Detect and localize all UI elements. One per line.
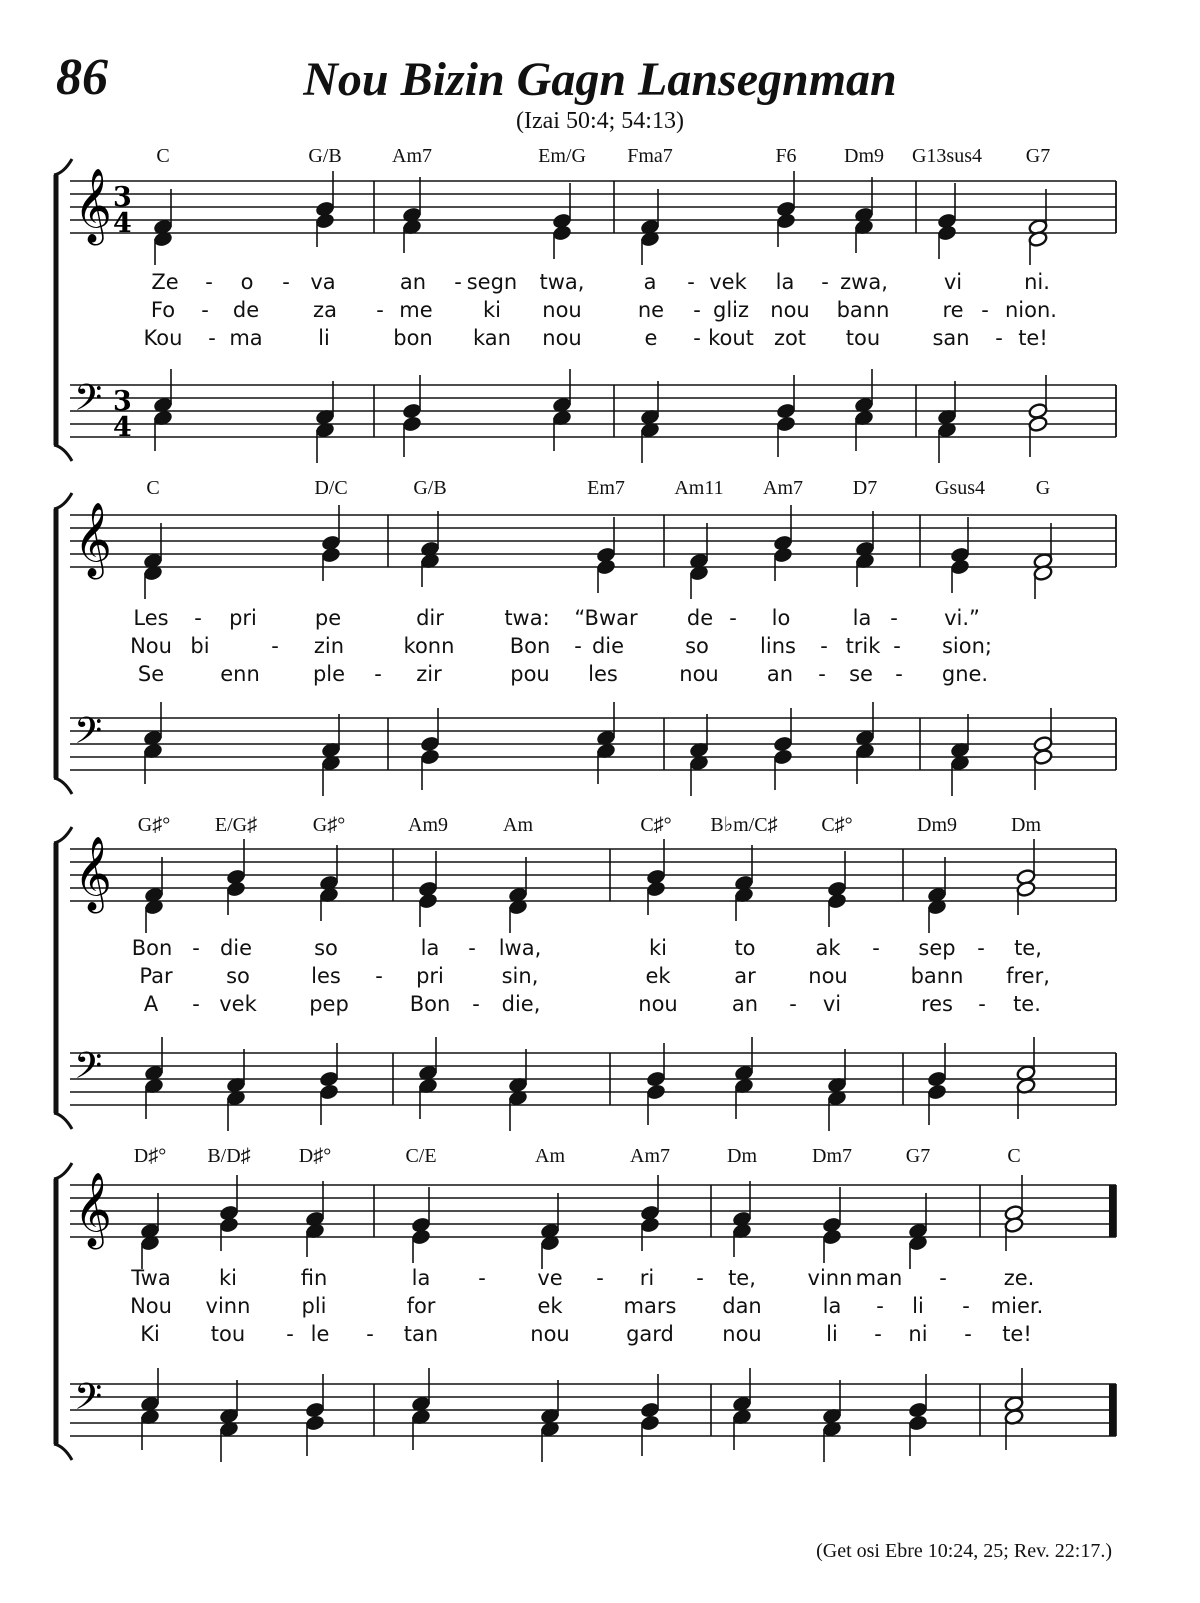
chord-symbol: Am	[535, 1145, 565, 1167]
lyric-syllable: ak	[815, 936, 841, 960]
lyric-syllable: ar	[734, 964, 756, 988]
lyric-hyphen: -	[995, 326, 1003, 350]
lyric-hyphen: -	[874, 1322, 882, 1346]
chord-symbol: Am7	[392, 145, 432, 167]
treble-clef-icon: 𝄞	[74, 503, 112, 577]
treble-note	[418, 892, 438, 909]
bass-note	[640, 1414, 660, 1431]
bass-note	[305, 1401, 325, 1418]
lyric-syllable: konn	[403, 634, 455, 658]
bass-clef-icon: 𝄢	[74, 377, 103, 428]
lyric-syllable: nion.	[1005, 298, 1057, 322]
lyric-syllable: pou	[510, 662, 550, 686]
time-signature-denominator: 4	[113, 412, 132, 443]
lyric-syllable: vinn	[807, 1266, 853, 1290]
lyric-hyphen: -	[286, 1322, 294, 1346]
lyric-hyphen: -	[201, 298, 209, 322]
lyric-syllable: bon	[393, 326, 433, 350]
treble-note	[411, 1228, 431, 1245]
lyric-syllable: gliz	[712, 298, 750, 322]
bracket-top-hook	[54, 1163, 72, 1179]
treble-note	[552, 224, 572, 241]
lyric-syllable: zwa,	[840, 270, 888, 294]
lyric-hyphen: -	[789, 992, 797, 1016]
lyric-syllable: te!	[1018, 326, 1048, 350]
lyric-syllable: so	[314, 936, 338, 960]
bracket-bottom-hook	[54, 1113, 72, 1129]
lyric-syllable: sin,	[501, 964, 539, 988]
bass-note	[927, 1070, 947, 1087]
bass-note	[773, 735, 793, 752]
lyric-syllable: nou	[542, 298, 582, 322]
chord-symbol: G7	[905, 1145, 931, 1167]
lyric-syllable: Bon	[131, 936, 173, 960]
chord-symbol: Em/G	[538, 145, 586, 167]
bass-note	[1028, 415, 1048, 432]
lyric-syllable: pri	[416, 964, 444, 988]
lyric-syllable: te!	[1002, 1322, 1032, 1346]
lyric-syllable: ze.	[1003, 1266, 1035, 1290]
lyric-syllable: frer,	[1006, 964, 1050, 988]
lyric-syllable: zir	[416, 662, 442, 686]
lyric-syllable: kout	[708, 326, 754, 350]
chord-symbol: C♯°	[640, 814, 672, 836]
lyric-hyphen: -	[574, 634, 582, 658]
lyric-syllable: twa:	[504, 606, 550, 630]
chord-symbol: G/B	[413, 477, 447, 499]
lyric-hyphen: -	[978, 992, 986, 1016]
lyric-syllable: fin	[300, 1266, 328, 1290]
chord-symbol: D/C	[314, 477, 348, 499]
chord-symbol: G7	[1025, 145, 1051, 167]
lyric-syllable: vi	[943, 270, 963, 294]
lyric-syllable: te,	[728, 1266, 756, 1290]
lyric-syllable: A	[143, 992, 159, 1016]
lyric-syllable: die,	[501, 992, 541, 1016]
chord-symbol: Em7	[587, 477, 625, 499]
lyric-syllable: Nou	[130, 634, 172, 658]
lyric-syllable: die	[591, 634, 625, 658]
lyric-syllable: an	[766, 662, 794, 686]
lyric-syllable: ma	[229, 326, 263, 350]
chord-symbol: G	[1035, 477, 1051, 499]
lyric-hyphen: -	[376, 298, 384, 322]
bass-clef-icon: 𝄢	[74, 1376, 103, 1427]
lyric-hyphen: -	[696, 1266, 704, 1290]
treble-note	[321, 546, 341, 563]
bass-staff	[70, 385, 1116, 437]
chord-symbol: B/D♯	[207, 1145, 251, 1167]
hymn-title: Nou Bizin Gagn Lansegnman	[303, 53, 897, 106]
lyric-hyphen: -	[194, 606, 202, 630]
lyric-syllable: Twa	[131, 1266, 171, 1290]
treble-note	[827, 892, 847, 909]
lyric-syllable: san	[932, 326, 970, 350]
chord-symbol: C	[146, 477, 160, 499]
lyric-syllable: ni.	[1024, 270, 1050, 294]
chord-symbol: Am	[503, 814, 533, 836]
lyric-syllable: lo	[771, 606, 791, 630]
treble-clef-icon: 𝄞	[74, 837, 112, 911]
lyric-syllable: zin	[313, 634, 345, 658]
lyric-hyphen: -	[687, 270, 695, 294]
lyric-hyphen: -	[192, 936, 200, 960]
bass-note	[420, 735, 440, 752]
lyric-syllable: vek	[219, 992, 257, 1016]
chord-symbol: Dm9	[917, 814, 957, 836]
final-barline	[1109, 1185, 1116, 1237]
treble-note	[822, 1228, 842, 1245]
chord-symbol: Am7	[630, 1145, 670, 1167]
lyric-syllable: ri	[639, 1266, 655, 1290]
lyric-syllable: an	[399, 270, 427, 294]
lyric-syllable: segn	[466, 270, 518, 294]
treble-staff	[70, 181, 1116, 233]
bass-note	[319, 1070, 339, 1087]
lyric-hyphen: -	[208, 326, 216, 350]
lyric-syllable: bann	[910, 964, 964, 988]
lyric-syllable: Se	[137, 662, 165, 686]
bracket-top-hook	[54, 159, 72, 175]
lyric-syllable: pri	[229, 606, 257, 630]
lyric-syllable: vek	[709, 270, 747, 294]
lyric-syllable: les	[311, 964, 341, 988]
lyric-hyphen: -	[205, 270, 213, 294]
lyric-syllable: Les	[133, 606, 169, 630]
lyric-hyphen: -	[821, 270, 829, 294]
bracket-bottom-hook	[54, 445, 72, 461]
bass-note	[646, 1070, 666, 1087]
hymn-number: 86	[56, 49, 108, 106]
lyric-hyphen: -	[374, 662, 382, 686]
chord-symbol: Dm	[727, 1145, 757, 1167]
bass-note	[1033, 748, 1053, 765]
lyric-hyphen: -	[693, 298, 701, 322]
chord-symbol: Dm	[1011, 814, 1041, 836]
lyric-syllable: to	[734, 936, 756, 960]
lyric-hyphen: -	[693, 326, 701, 350]
lyric-hyphen: -	[820, 634, 828, 658]
lyric-hyphen: -	[964, 1322, 972, 1346]
lyric-syllable: la	[852, 606, 872, 630]
chord-symbol: G♯°	[137, 814, 171, 836]
lyric-syllable: sep	[918, 936, 956, 960]
lyric-syllable: e	[644, 326, 658, 350]
treble-clef-icon: 𝄞	[74, 1173, 112, 1247]
bracket-bottom-hook	[54, 778, 72, 794]
time-signature-denominator: 4	[113, 208, 132, 239]
bass-note	[402, 415, 422, 432]
bass-note	[646, 1083, 666, 1100]
lyric-syllable: vi	[822, 992, 842, 1016]
lyric-syllable: die	[219, 936, 253, 960]
lyric-syllable: so	[685, 634, 709, 658]
chord-symbol: F6	[775, 145, 797, 167]
chord-symbol: C♯°	[821, 814, 853, 836]
lyric-syllable: zot	[773, 326, 807, 350]
chord-symbol: Fma7	[627, 145, 673, 167]
lyric-syllable: Par	[139, 964, 173, 988]
lyric-hyphen: -	[981, 298, 989, 322]
treble-note	[226, 880, 246, 897]
lyric-syllable: Bon	[509, 634, 551, 658]
bass-note	[319, 1083, 339, 1100]
bass-note	[776, 402, 796, 419]
bass-note	[908, 1401, 928, 1418]
lyric-syllable: mier.	[990, 1294, 1044, 1318]
lyric-syllable: ek	[537, 1294, 563, 1318]
final-barline	[1109, 1384, 1116, 1436]
lyric-hyphen: -	[468, 936, 476, 960]
lyric-syllable: ki	[219, 1266, 237, 1290]
lyric-hyphen: -	[729, 606, 737, 630]
lyric-syllable: dir	[416, 606, 444, 630]
lyric-syllable: ple	[312, 662, 346, 686]
treble-note	[640, 1216, 660, 1233]
lyric-syllable: nou	[638, 992, 678, 1016]
treble-note	[219, 1216, 239, 1233]
lyric-hyphen: -	[192, 992, 200, 1016]
lyric-syllable: trik	[845, 634, 881, 658]
bass-note	[402, 402, 422, 419]
chord-symbol: Am9	[408, 814, 448, 836]
lyric-syllable: gne.	[941, 662, 989, 686]
bass-note	[640, 1401, 660, 1418]
lyric-syllable: la	[775, 270, 795, 294]
treble-note	[315, 212, 335, 229]
lyric-syllable: Bon	[409, 992, 451, 1016]
lyric-syllable: de	[232, 298, 260, 322]
chord-symbol: Am7	[763, 477, 803, 499]
chord-symbol: E/G♯	[214, 814, 258, 836]
lyric-syllable: va	[310, 270, 336, 294]
lyric-syllable: ne	[637, 298, 665, 322]
bracket-top-hook	[54, 827, 72, 843]
lyric-hyphen: -	[375, 964, 383, 988]
treble-staff	[70, 849, 1116, 901]
bass-clef-icon: 𝄢	[74, 1045, 103, 1096]
lyric-syllable: za	[313, 298, 337, 322]
lyric-syllable: la	[411, 1266, 431, 1290]
lyric-hyphen: -	[271, 634, 279, 658]
lyric-syllable: te,	[1014, 936, 1042, 960]
lyric-hyphen: -	[890, 606, 898, 630]
bass-note	[420, 748, 440, 765]
lyric-syllable: lwa,	[498, 936, 542, 960]
time-signature-numerator: 3	[113, 182, 132, 213]
bass-staff	[70, 1053, 1116, 1105]
chord-symbol: Am11	[674, 477, 724, 499]
lyric-syllable: de	[686, 606, 714, 630]
chord-symbol: Dm9	[844, 145, 884, 167]
lyric-syllable: pli	[301, 1294, 327, 1318]
lyric-syllable: ve	[537, 1266, 563, 1290]
lyric-syllable: les	[588, 662, 618, 686]
lyric-hyphen: -	[939, 1266, 947, 1290]
lyric-syllable: tou	[210, 1322, 246, 1346]
lyric-hyphen: -	[818, 662, 826, 686]
bass-note	[305, 1414, 325, 1431]
lyric-hyphen: -	[893, 634, 901, 658]
lyric-hyphen: -	[962, 1294, 970, 1318]
lyric-syllable: Nou	[130, 1294, 172, 1318]
lyric-syllable: la	[420, 936, 440, 960]
treble-note	[937, 224, 957, 241]
lyric-syllable: li	[912, 1294, 924, 1318]
lyric-syllable: re	[942, 298, 964, 322]
chord-symbol: D♯°	[133, 1145, 167, 1167]
chord-symbol: C/E	[405, 1145, 437, 1167]
lyric-hyphen: -	[977, 936, 985, 960]
lyric-syllable: ki	[649, 936, 667, 960]
lyric-syllable: li	[826, 1322, 838, 1346]
bass-clef-icon: 𝄢	[74, 710, 103, 761]
lyric-hyphen: -	[472, 992, 480, 1016]
lyric-syllable: vinn	[205, 1294, 251, 1318]
lyric-syllable: so	[226, 964, 250, 988]
bass-note	[776, 415, 796, 432]
lyric-syllable: nou	[542, 326, 582, 350]
lyric-hyphen: -	[596, 1266, 604, 1290]
chord-symbol: Dm7	[812, 1145, 852, 1167]
lyric-syllable: bann	[836, 298, 890, 322]
lyric-syllable: lins	[760, 634, 796, 658]
system-3	[54, 814, 1116, 1131]
lyric-syllable: Fo	[150, 298, 176, 322]
lyric-syllable: twa,	[539, 270, 585, 294]
system-4	[54, 1145, 1116, 1462]
lyric-syllable: tou	[845, 326, 881, 350]
lyric-hyphen: -	[366, 1322, 374, 1346]
bracket-bottom-hook	[54, 1444, 72, 1460]
chord-symbol: G♯°	[312, 814, 346, 836]
treble-note	[950, 558, 970, 575]
treble-clef-icon: 𝄞	[74, 169, 112, 243]
lyric-hyphen: -	[876, 1294, 884, 1318]
lyric-syllable: sion;	[941, 634, 993, 658]
bass-note	[773, 748, 793, 765]
lyric-syllable: nou	[679, 662, 719, 686]
lyric-syllable: enn	[220, 662, 260, 686]
lyric-syllable: nou	[530, 1322, 570, 1346]
lyric-syllable: me	[399, 298, 433, 322]
treble-note	[596, 558, 616, 575]
lyric-syllable: Ze	[151, 270, 179, 294]
system-2	[54, 477, 1116, 796]
lyric-syllable: a	[643, 270, 657, 294]
lyric-syllable: la	[822, 1294, 842, 1318]
treble-note	[776, 212, 796, 229]
lyric-hyphen: -	[895, 662, 903, 686]
lyric-syllable: for	[406, 1294, 436, 1318]
lyric-hyphen: -	[478, 1266, 486, 1290]
chord-symbol: D♯°	[298, 1145, 332, 1167]
footer-reference: (Get osi Ebre 10:24, 25; Rev. 22:17.)	[816, 1540, 1112, 1562]
lyric-syllable: Ki	[140, 1322, 160, 1346]
chord-symbol: B♭m/C♯	[710, 814, 778, 836]
lyric-syllable: ki	[483, 298, 501, 322]
treble-note	[646, 880, 666, 897]
lyric-syllable: res	[920, 992, 954, 1016]
lyric-syllable: nou	[808, 964, 848, 988]
chord-symbol: D7	[852, 477, 878, 499]
lyric-syllable: se	[849, 662, 873, 686]
lyric-syllable: Kou	[143, 326, 183, 350]
chord-symbol: C	[1007, 1145, 1021, 1167]
lyric-hyphen: -	[872, 936, 880, 960]
lyric-syllable: nou	[722, 1322, 762, 1346]
chord-symbol: C	[156, 145, 170, 167]
lyric-syllable: an	[731, 992, 759, 1016]
lyric-syllable: te.	[1013, 992, 1041, 1016]
lyric-syllable: ni	[908, 1322, 928, 1346]
bass-note	[908, 1414, 928, 1431]
chord-symbol: G/B	[308, 145, 342, 167]
lyric-syllable: gard	[626, 1322, 674, 1346]
lyric-syllable: “Bwar	[574, 606, 638, 630]
time-signature-numerator: 3	[113, 386, 132, 417]
treble-note	[773, 546, 793, 563]
lyric-syllable: vi.”	[944, 606, 980, 630]
lyric-syllable: mars	[623, 1294, 677, 1318]
bracket-top-hook	[54, 493, 72, 509]
lyric-syllable: pep	[309, 992, 349, 1016]
lyric-syllable: o	[240, 270, 254, 294]
lyric-hyphen: -	[454, 270, 462, 294]
lyric-syllable: kan	[473, 326, 511, 350]
lyric-syllable: tan	[403, 1322, 439, 1346]
lyric-syllable: bi	[190, 634, 210, 658]
system-1	[54, 145, 1116, 463]
lyric-syllable: nou	[770, 298, 810, 322]
scripture-reference: (Izai 50:4; 54:13)	[516, 108, 684, 134]
lyric-syllable: dan	[722, 1294, 762, 1318]
lyric-syllable: man	[855, 1266, 903, 1290]
lyric-syllable: li	[318, 326, 330, 350]
chord-symbol: G13sus4	[911, 145, 983, 167]
chord-symbol: Gsus4	[934, 477, 986, 499]
lyric-syllable: pe	[314, 606, 342, 630]
bass-note	[927, 1083, 947, 1100]
lyric-hyphen: -	[282, 270, 290, 294]
lyric-syllable: ek	[645, 964, 671, 988]
lyric-syllable: le	[310, 1322, 330, 1346]
